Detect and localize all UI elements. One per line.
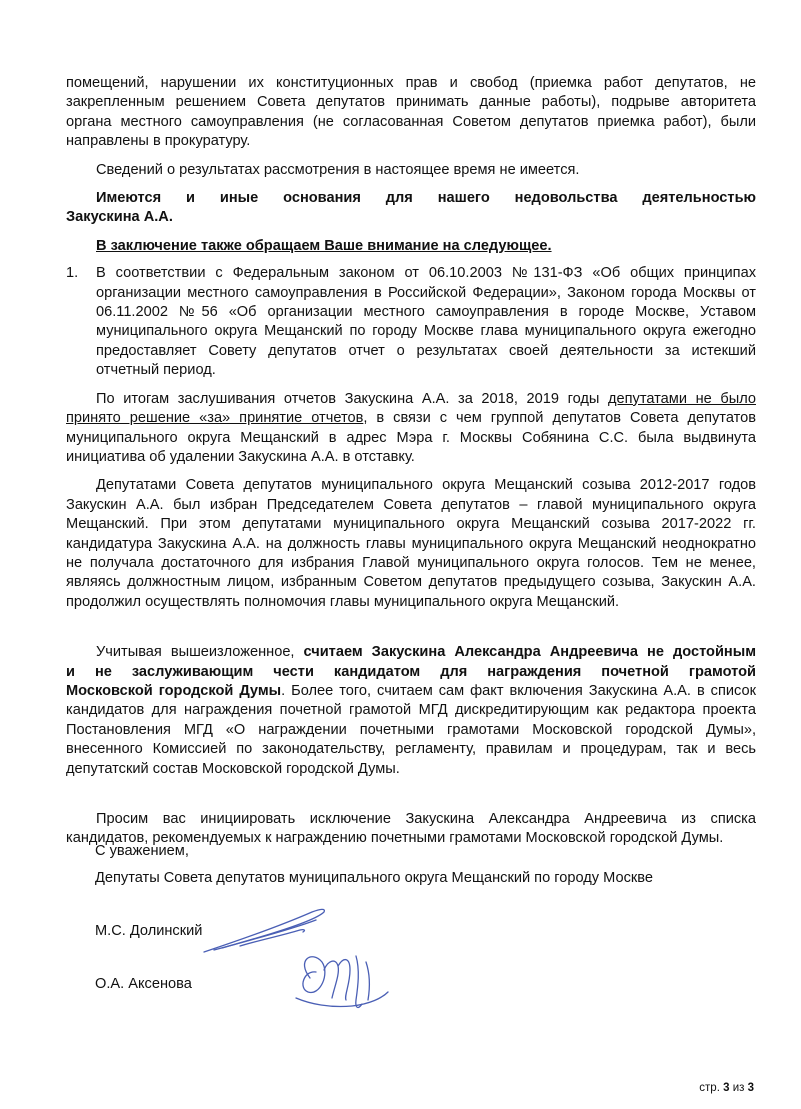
page-footer — [699, 1079, 754, 1098]
other-grounds-line: Имеются и иные основания для нашего недовольства деятельностью — [96, 190, 756, 207]
list-item-number: 1. — [66, 265, 79, 282]
considering-text: . Более того, считаем сам факт включения Закускина А.А. в список — [281, 682, 756, 699]
considering-line — [66, 643, 756, 662]
list-item-line: отчетный период. — [96, 362, 216, 379]
closing-regards: С уважением, — [95, 843, 189, 859]
considering-line: и не заслуживающим чести кандидатом для награждения почетной грамотой — [66, 663, 756, 680]
intro-line: направлены в прокуратуру. — [66, 133, 251, 150]
handwritten-signature-image — [200, 900, 400, 1050]
deputies-line: Закускин А.А. был избран Председателем Совета депутатов – главой муниципального округа — [66, 496, 756, 513]
list-item-line: 06.11.2002 №56 «Об организации местного самоуправления в городе Москве, Уставом — [96, 304, 756, 321]
list-item — [66, 264, 756, 380]
considering-line: внесенного Комиссией по законодательству, регламенту, правилам и процедурам, так и весь — [66, 741, 756, 758]
intro-line: закрепленным решением Совета депутатов принимать данные работы), подрыве авторитета — [66, 94, 756, 111]
deputies-paragraph — [66, 476, 756, 612]
considering-bold: считаем Закускина Александра Андреевича не достойным — [303, 644, 756, 661]
footer-separator: из — [729, 1082, 748, 1094]
footer-page-total: 3 — [747, 1082, 754, 1094]
reports-line: муниципального округа Мещанский в адрес Мэра г. Москвы Собянина С.С. была выдвинута — [66, 429, 756, 446]
conclusion-heading-text: В заключение также обращаем Ваше внимание на следующее. — [96, 237, 552, 254]
considering-line: кандидатов для награждения почетной грамотой МГД дискредитирующим как редактора проекта — [66, 702, 756, 719]
deputies-line: кандидатура Закускина А.А. на должность главы муниципального округа Мещанский неоднократно — [66, 535, 756, 552]
signatory-name-2: О.А. Аксенова — [95, 976, 192, 992]
footer-prefix: стр. — [699, 1082, 724, 1094]
signatory-name-1: М.С. Долинский — [95, 923, 203, 939]
request-line: Просим вас инициировать исключение Закускина Александра Андреевича из списка — [96, 811, 756, 827]
reports-line — [66, 409, 756, 428]
list-item-line: муниципального округа Мещанский по городу Москве глава муниципального округа ежегодно — [96, 323, 756, 340]
considering-line — [66, 682, 756, 701]
list-item-line: предоставляет Совету депутатов отчет о результатах своей деятельности за истекший — [96, 342, 756, 359]
other-grounds-line: Закускина А.А. — [66, 209, 173, 226]
deputies-line: Мещанский. При этом депутатами муниципального округа Мещанский созыва 2017-2022 гг. — [66, 516, 756, 533]
reports-underlined: принято решение «за» принятие отчетов — [66, 410, 364, 427]
considering-line: Постановления МГД «О награждении почетными грамотами Московской городской Думы», — [66, 721, 756, 738]
closing-signatories: Депутаты Совета депутатов муниципального округа Мещанский по городу Москве — [95, 870, 653, 886]
deputies-line: не получала достаточного для избрания Главой муниципального округа голосов. Тем не менее, — [66, 554, 756, 571]
reports-line — [66, 390, 756, 409]
request-line: кандидатов, рекомендуемых к награждению почетными грамотами Московской городской Думы. — [66, 830, 724, 847]
intro-line: помещений, нарушении их конституционных прав и свобод (приемка работ депутатов, не — [66, 75, 756, 91]
considering-text: Учитывая вышеизложенное, — [96, 644, 304, 661]
reports-underlined: депутатами не было — [608, 390, 756, 407]
considering-bold: Московской городской Думы — [66, 682, 282, 699]
reports-text: , в связи с чем группой депутатов Совета депутатов — [363, 410, 757, 427]
reports-line: инициатива об удалении Закускина А.А. в отставку. — [66, 448, 415, 465]
reports-paragraph — [66, 390, 756, 468]
reports-text: По итогам заслушивания отчетов Закускина А.А. за 2018, 2019 годы — [96, 390, 609, 407]
intro-line: органа местного самоуправления (не согласованная Советом депутатов приемка работ), были — [66, 113, 756, 130]
footer-page-number: 3 — [723, 1082, 730, 1094]
list-item-line: организации местного самоуправления в Российской Федерации», Законом города Москвы от — [96, 284, 756, 301]
deputies-line: являясь должностным лицом, избранным Советом депутатов предыдущего созыва, Закускин А.А. — [66, 574, 756, 591]
list-item-line: В соответствии с Федеральным законом от 06.10.2003 №131-ФЗ «Об общих принципах — [96, 265, 756, 282]
results-paragraph: Сведений о результатах рассмотрения в настоящее время не имеется. — [96, 161, 580, 178]
considering-paragraph — [66, 643, 756, 779]
document-page — [66, 74, 756, 849]
deputies-line: продолжил осуществлять полномочия главы муниципального округа Мещанский. — [66, 593, 620, 610]
considering-line: депутатский состав Московской городской Думы. — [66, 760, 400, 777]
conclusion-heading — [66, 237, 756, 256]
deputies-line: Депутатами Совета депутатов муниципального округа Мещанский созыва 2012-2017 годов — [96, 477, 756, 494]
